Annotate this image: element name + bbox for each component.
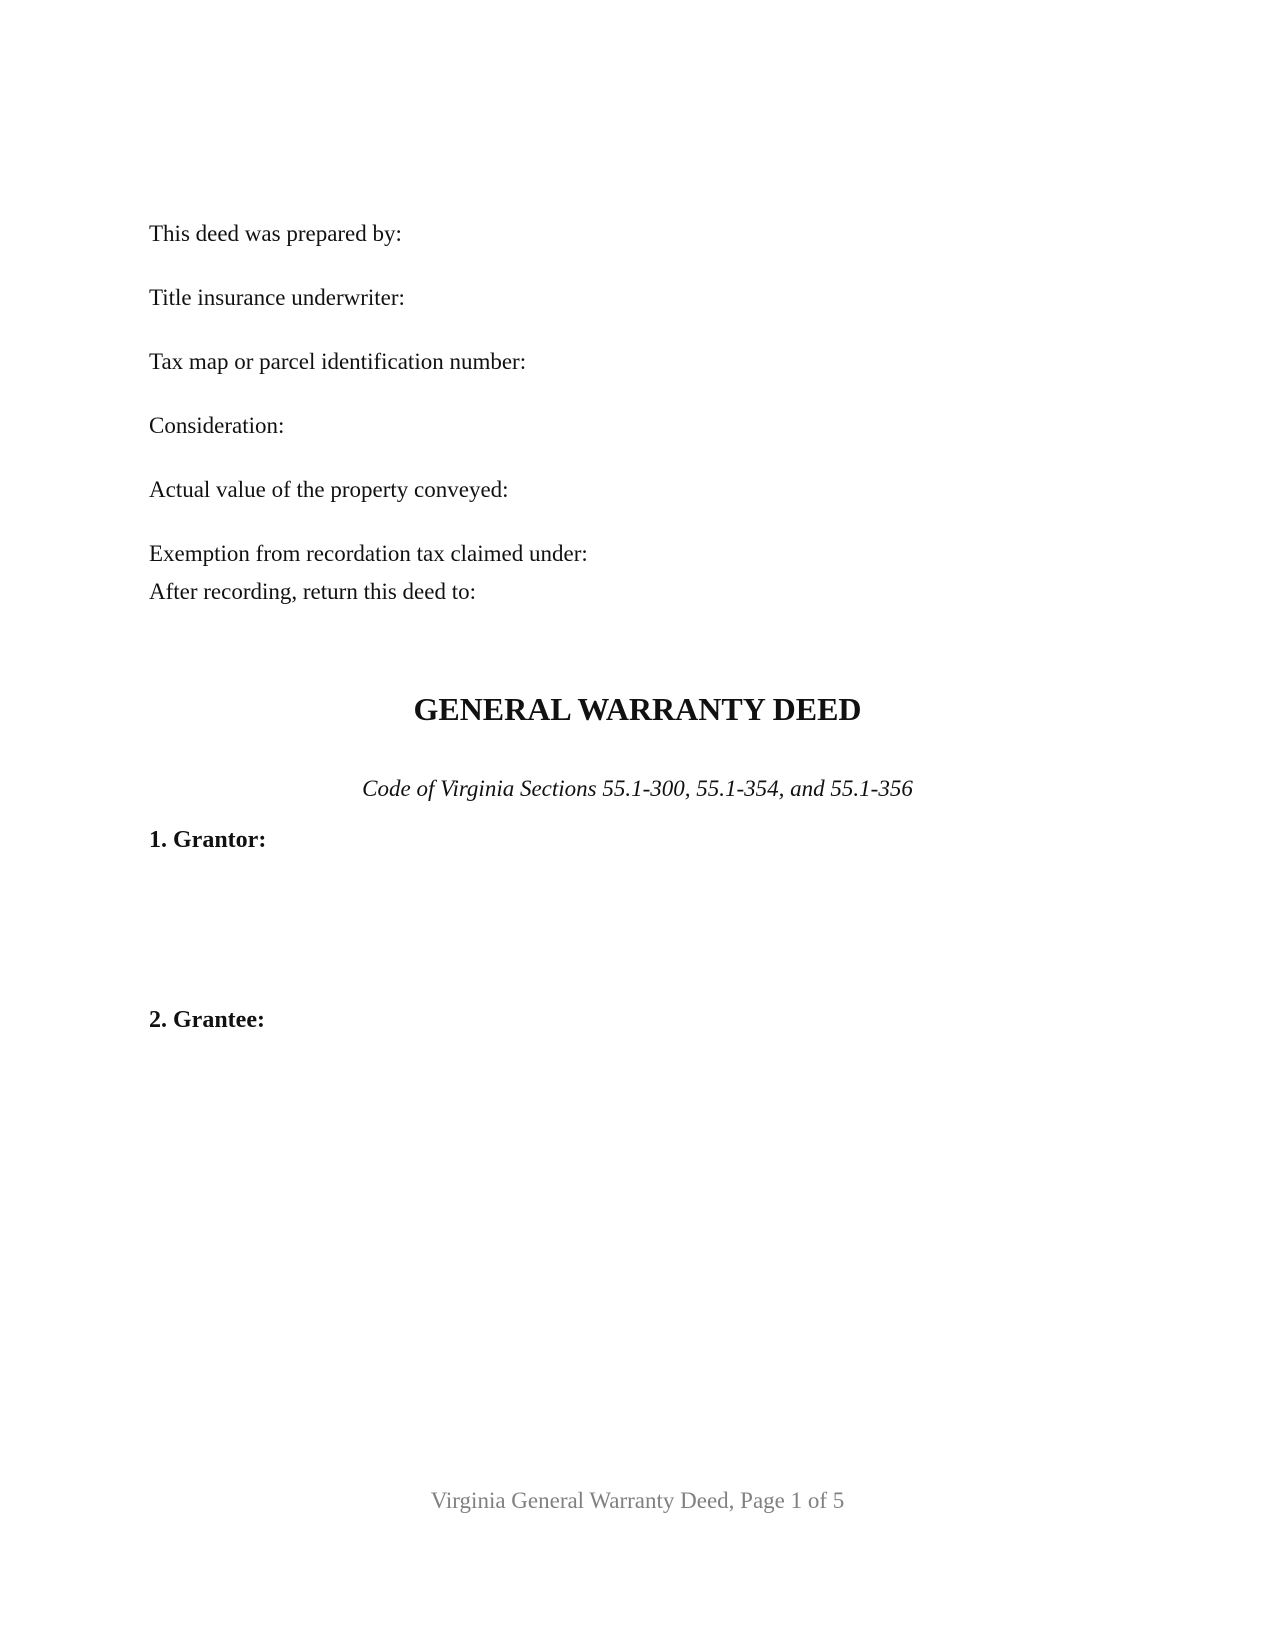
actual-value-label: Actual value of the property conveyed:	[149, 477, 509, 502]
grantor-heading: 1. Grantor:	[149, 827, 267, 853]
prepared-by-label: This deed was prepared by:	[149, 221, 402, 246]
document-title: GENERAL WARRANTY DEED	[413, 691, 862, 727]
return-to-label: After recording, return this deed to:	[149, 579, 476, 604]
grantee-heading: 2. Grantee:	[149, 1007, 265, 1033]
title-underwriter-label: Title insurance underwriter:	[149, 285, 405, 310]
consideration-label: Consideration:	[149, 413, 285, 438]
tax-map-label: Tax map or parcel identification number:	[149, 349, 527, 374]
exemption-label: Exemption from recordation tax claimed under:	[149, 541, 588, 566]
document-subtitle: Code of Virginia Sections 55.1-300, 55.1-354, and 55.1-356	[362, 776, 913, 801]
page-footer: Virginia General Warranty Deed, Page 1 of 5	[430, 1488, 845, 1513]
